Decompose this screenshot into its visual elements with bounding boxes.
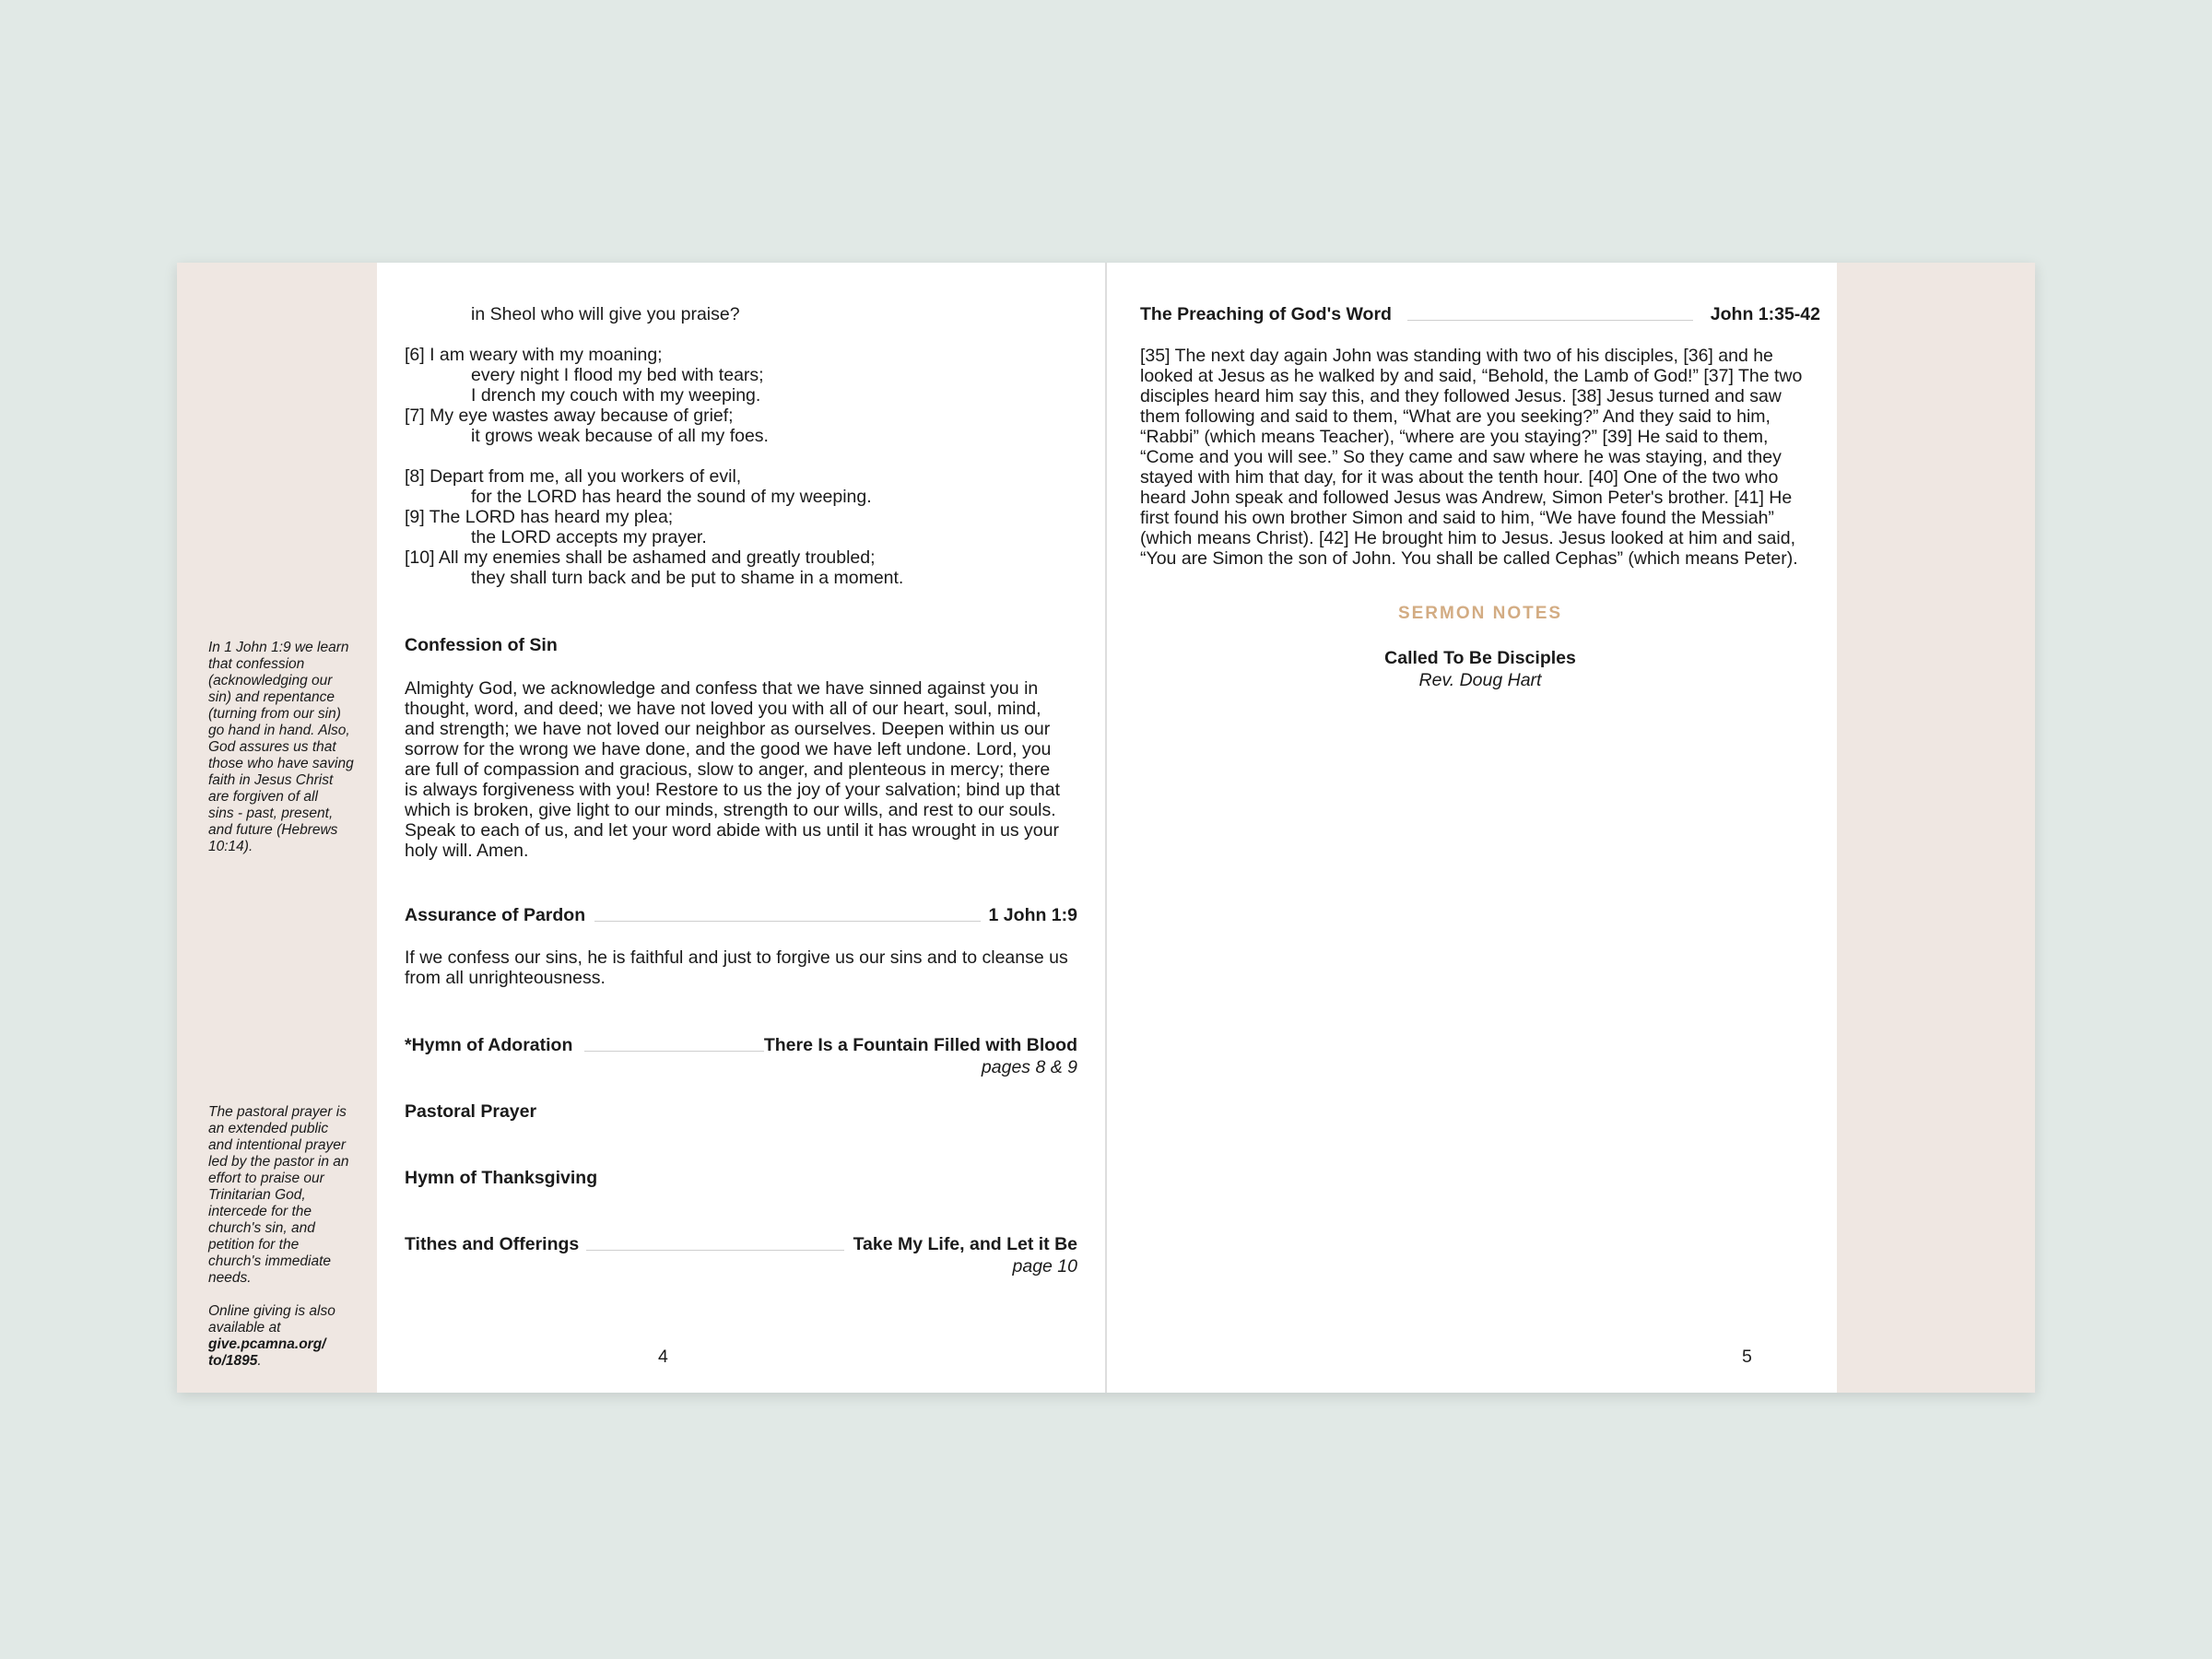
page-number-5: 5 — [1742, 1347, 1752, 1367]
confession-line: Almighty God, we acknowledge and confess that we have sinned against you in — [405, 678, 1039, 699]
leader-line — [586, 1250, 844, 1251]
leader-line — [594, 921, 981, 922]
left-margin-column — [177, 263, 377, 1393]
pastoral-prayer-heading: Pastoral Prayer — [405, 1101, 537, 1122]
tithes-hymn-title: Take My Life, and Let it Be — [853, 1234, 1077, 1254]
confession-line: sorrow for the wrong we have done, and the good we have left undone. Lord, you — [405, 739, 1052, 759]
right-margin-column — [1837, 263, 2035, 1393]
sidenote-line: Trinitarian God, — [208, 1187, 306, 1203]
psalm-line: for the LORD has heard the sound of my weeping. — [471, 487, 872, 507]
preaching-heading: The Preaching of God's Word — [1140, 304, 1392, 324]
psalm-line: it grows weak because of all my foes. — [471, 426, 769, 446]
psalm-line: I drench my couch with my weeping. — [471, 385, 761, 406]
scripture-line: disciples heard him say this, and they followed Jesus. [38] Jesus turned and saw — [1140, 386, 1782, 406]
sidenote-line: faith in Jesus Christ — [208, 772, 334, 788]
psalm-line: the LORD accepts my prayer. — [471, 527, 707, 547]
giving-note-line: available at — [208, 1320, 281, 1335]
tithes-heading-row — [405, 1234, 1077, 1258]
psalm-line: in Sheol who will give you praise? — [471, 304, 740, 324]
sidenote-line: go hand in hand. Also, — [208, 723, 350, 738]
giving-period: . — [257, 1353, 262, 1369]
assurance-heading-row — [405, 905, 1077, 929]
scripture-text — [1140, 346, 1820, 569]
scripture-line: them following and said to them, “What are you seeking?” And they said to him, — [1140, 406, 1771, 427]
leader-line — [1407, 320, 1693, 321]
assurance-line: If we confess our sins, he is faithful and just to forgive us our sins and to cleanse us — [405, 947, 1068, 968]
assurance-line: from all unrighteousness. — [405, 968, 606, 988]
assurance-heading: Assurance of Pardon — [405, 905, 586, 925]
confession-line: thought, word, and deed; we have not loved you with all of our heart, soul, mind, — [405, 699, 1041, 719]
giving-link[interactable]: to/1895 — [208, 1353, 258, 1369]
page-4 — [405, 263, 1077, 1393]
confession-line: are full of compassion and gracious, slow to anger, and plenteous in mercy; there — [405, 759, 1051, 780]
hymn-adoration-row — [405, 1035, 1077, 1059]
preaching-heading-row — [1140, 304, 1820, 328]
hymn-thanksgiving-heading: Hymn of Thanksgiving — [405, 1168, 598, 1188]
psalm-line — [405, 446, 1077, 466]
tithes-pages: page 10 — [1012, 1256, 1077, 1277]
sidenote-line: The pastoral prayer is — [208, 1104, 347, 1120]
hymn-adoration-title: There Is a Fountain Filled with Blood — [763, 1035, 1077, 1055]
confession-line: is always forgiveness with you! Restore to us the joy of your salvation; bind up that — [405, 780, 1061, 800]
sermon-title: Called To Be Disciples — [1384, 648, 1576, 668]
hymn-adoration-pages: pages 8 & 9 — [981, 1057, 1077, 1077]
psalm-line: [9] The LORD has heard my plea; — [405, 507, 674, 527]
confession-heading: Confession of Sin — [405, 635, 558, 655]
sidenote-line: petition for the — [208, 1237, 300, 1253]
leader-line — [584, 1051, 764, 1052]
confession-line: Speak to each of us, and let your word abide with us until it has wrought in us your — [405, 820, 1059, 841]
psalm-line: they shall turn back and be put to shame in a moment. — [471, 568, 904, 588]
confession-line: which is broken, give light to our minds, strength to our wills, and rest to our souls. — [405, 800, 1056, 820]
psalm-text — [405, 304, 1077, 588]
sidenote-line: needs. — [208, 1270, 252, 1286]
confession-line: and strength; we have not loved our neighbor as ourselves. Deepen within us our — [405, 719, 1051, 739]
giving-sidenote — [208, 1303, 371, 1370]
sidenote-line: effort to praise our — [208, 1171, 324, 1186]
psalm-line: [8] Depart from me, all you workers of evil, — [405, 466, 742, 487]
sidenote-line: church's sin, and — [208, 1220, 315, 1236]
hymn-adoration-heading: *Hymn of Adoration — [405, 1035, 573, 1055]
scripture-line: stayed with him that day, for it was about the tenth hour. [40] One of the two who — [1140, 467, 1779, 488]
assurance-text — [405, 947, 1077, 988]
scripture-line: “Come and you will see.” So they came and saw where he was staying, and they — [1140, 447, 1782, 467]
scripture-line: first found his own brother Simon and said to him, “We have found the Messiah” — [1140, 508, 1774, 528]
sidenote-line: sin) and repentance — [208, 689, 335, 705]
confession-prayer-text — [405, 678, 1077, 861]
sidenote-line: and future (Hebrews — [208, 822, 338, 838]
giving-link[interactable]: give.pcamna.org/ — [208, 1336, 326, 1352]
sidenote-line: In 1 John 1:9 we learn — [208, 640, 349, 655]
sidenote-line: sins - past, present, — [208, 806, 334, 821]
tithes-heading: Tithes and Offerings — [405, 1234, 580, 1254]
sidenote-line: intercede for the — [208, 1204, 312, 1219]
psalm-line: [7] My eye wastes away because of grief; — [405, 406, 734, 426]
psalm-line: [6] I am weary with my moaning; — [405, 345, 663, 365]
scripture-line: (which means Christ). [42] He brought him to Jesus. Jesus looked at him and said, — [1140, 528, 1795, 548]
scripture-line: heard John speak and followed Jesus was Andrew, Simon Peter's brother. [41] He — [1140, 488, 1793, 508]
scripture-line: looked at Jesus as he walked by and said, “Behold, the Lamb of God!” [37] The two — [1140, 366, 1803, 386]
sidenote-line: God assures us that — [208, 739, 336, 755]
psalm-line — [405, 324, 1077, 345]
assurance-reference: 1 John 1:9 — [988, 905, 1077, 925]
sidenote-line: an extended public — [208, 1121, 329, 1136]
sidenote-line: church's immediate — [208, 1253, 332, 1269]
sidenote-line: are forgiven of all — [208, 789, 318, 805]
prayer-sidenote — [208, 1104, 371, 1287]
sidenote-line: and intentional prayer — [208, 1137, 347, 1153]
giving-note-line: Online giving is also — [208, 1303, 335, 1319]
sermon-preacher: Rev. Doug Hart — [1418, 670, 1542, 690]
sidenote-line: (turning from our sin) — [208, 706, 341, 722]
psalm-line: [10] All my enemies shall be ashamed and greatly troubled; — [405, 547, 876, 568]
sidenote-line: that confession — [208, 656, 305, 672]
page-5 — [1140, 263, 1820, 1393]
bulletin-spread — [177, 263, 2035, 1393]
book-spine — [1105, 263, 1107, 1393]
page-number-4: 4 — [658, 1347, 668, 1367]
sidenote-line: those who have saving — [208, 756, 354, 771]
sidenote-line: 10:14). — [208, 839, 253, 854]
sidenote-line: (acknowledging our — [208, 673, 333, 688]
confession-sidenote — [208, 640, 371, 855]
scripture-line: “Rabbi” (which means Teacher), “where are you staying?” [39] He said to them, — [1140, 427, 1769, 447]
scripture-line: [35] The next day again John was standing with two of his disciples, [36] and he — [1140, 346, 1773, 366]
confession-line: holy will. Amen. — [405, 841, 529, 861]
preaching-reference: John 1:35-42 — [1710, 304, 1820, 324]
sermon-notes-label: SERMON NOTES — [1397, 604, 1563, 623]
psalm-line: every night I flood my bed with tears; — [471, 365, 764, 385]
scripture-line: “You are Simon the son of John. You shall be called Cephas” (which means Peter). — [1140, 548, 1798, 569]
sidenote-line: led by the pastor in an — [208, 1154, 349, 1170]
